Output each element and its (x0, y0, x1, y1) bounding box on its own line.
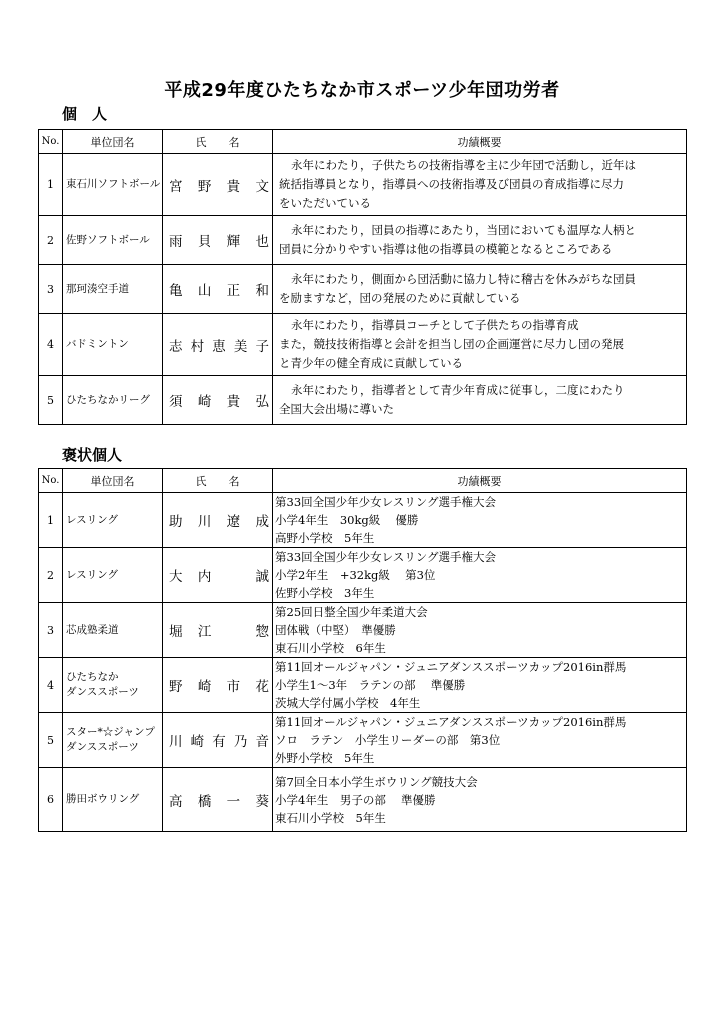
award-line: 小学4年生 30kg級 優勝 (275, 513, 419, 527)
table-header-row (39, 469, 687, 493)
unit-name (63, 548, 163, 603)
award-details (273, 658, 687, 713)
table-row (39, 658, 687, 713)
unit-name-line: ひたちなか (66, 671, 119, 683)
achievement-summary (273, 376, 687, 425)
summary-line: また，競技技術指導と会計を担当し団の企画運営に尽力し団の発展 (279, 337, 624, 351)
row-no: 6 (39, 768, 63, 832)
summary-line: をいただいている (279, 196, 371, 210)
summary-line: 永年にわたり，団員の指導にあたり，当団においても温厚な人柄と (291, 223, 636, 237)
award-details (273, 548, 687, 603)
person-name: 高橋一葵 (163, 768, 273, 832)
summary-line: 団員に分かりやすい指導は他の指導員の模範となるところである (279, 242, 613, 256)
summary-line: 永年にわたり，側面から団活動に協力し特に稽古を休みがちな団員 (291, 272, 636, 286)
award-details (273, 713, 687, 768)
unit-name-line: 勝田ボウリング (66, 793, 140, 805)
header-name: 氏 名 (163, 130, 273, 154)
unit-name-line: スター*☆ジャンプ (66, 726, 156, 738)
award-line: 東石川小学校 5年生 (275, 810, 386, 825)
summary-line: 全国大会出場に導いた (279, 402, 394, 416)
table-row (39, 603, 687, 658)
table-row (39, 265, 687, 314)
header-summary: 功績概要 (273, 130, 687, 154)
achievement-summary (273, 314, 687, 376)
achievement-summary (273, 265, 687, 314)
table-row (39, 713, 687, 768)
award-details (273, 493, 687, 548)
unit-name (63, 493, 163, 548)
award-line: 小学4年生 男子の部 準優勝 (275, 792, 436, 807)
table-row (39, 376, 687, 425)
award-line: ソロ ラテン 小学生リーダーの部 第3位 (275, 733, 501, 747)
row-no: 3 (39, 603, 63, 658)
row-no: 1 (39, 493, 63, 548)
header-no: No. (39, 130, 63, 154)
table-header-row (39, 130, 687, 154)
award-line: 団体戦（中堅） 準優勝 (275, 623, 396, 637)
award-line: 東石川小学校 6年生 (275, 641, 386, 655)
person-name: 川崎有乃音 (163, 713, 273, 768)
header-no: No. (39, 469, 63, 493)
award-line: 高野小学校 5年生 (275, 531, 375, 545)
page-title: 平成29年度ひたちなか市スポーツ少年団功労者 (164, 80, 560, 101)
summary-line: 永年にわたり，指導員コーチとして子供たちの指導育成 (291, 318, 579, 332)
person-name: 須崎貴弘 (163, 376, 273, 425)
header-unit: 単位団名 (63, 130, 163, 154)
unit-name-line: ダンススポーツ (66, 741, 139, 753)
table-row (39, 216, 687, 265)
summary-line: と青少年の健全育成に貢献している (279, 356, 463, 370)
table-row (39, 493, 687, 548)
person-name: 助川遼成 (163, 493, 273, 548)
summary-line: 永年にわたり，子供たちの技術指導を主に少年団で活動し，近年は (291, 158, 636, 172)
award-line: 茨城大学付属小学校 4年生 (275, 696, 421, 710)
award-details (273, 768, 687, 832)
table-row (39, 314, 687, 376)
award-line: 第11回オールジャパン・ジュニアダンススポーツカップ2016in群馬 (275, 715, 627, 729)
person-name: 宮野貴文 (163, 154, 273, 216)
row-no: 1 (39, 154, 63, 216)
row-no: 3 (39, 265, 63, 314)
section-title-individual: 個 人 (62, 105, 108, 123)
unit-name-line: レスリング (66, 513, 118, 526)
award-line: 第25回日整全国少年柔道大会 (275, 605, 428, 619)
award-line: 第33回全国少年少女レスリング選手権大会 (275, 550, 497, 564)
header-name: 氏 名 (163, 469, 273, 493)
row-no: 5 (39, 376, 63, 425)
person-name: 大内 誠 (163, 548, 273, 603)
achievement-summary (273, 154, 687, 216)
award-line: 第7回全日本小学生ボウリング競技大会 (275, 774, 478, 789)
commendation-table (38, 468, 687, 832)
award-line: 小学生1～3年 ラテンの部 準優勝 (275, 678, 466, 692)
row-no: 5 (39, 713, 63, 768)
unit-name (63, 768, 163, 832)
unit-name (63, 603, 163, 658)
row-no: 4 (39, 658, 63, 713)
award-details (273, 603, 687, 658)
person-name: 堀江 惣 (163, 603, 273, 658)
table-row (39, 154, 687, 216)
row-no: 2 (39, 548, 63, 603)
unit-name: 那珂湊空手道 (63, 265, 163, 314)
unit-name-line: レスリング (66, 568, 118, 581)
unit-name (63, 713, 163, 768)
summary-line: 統括指導員となり，指導員への技術指導及び団員の育成指導に尽力 (279, 177, 624, 191)
achievement-summary (273, 216, 687, 265)
header-unit: 単位団名 (63, 469, 163, 493)
award-line: 佐野小学校 3年生 (275, 586, 375, 600)
summary-line: 永年にわたり，指導者として青少年育成に従事し，二度にわたり (291, 383, 625, 397)
table-row (39, 768, 687, 832)
unit-name: 東石川ソフトボール (63, 154, 163, 216)
person-name: 志村恵美子 (163, 314, 273, 376)
person-name: 野崎市花 (163, 658, 273, 713)
person-name: 亀山正和 (163, 265, 273, 314)
section-title-commendation: 褒状個人 (62, 446, 123, 464)
award-line: 第11回オールジャパン・ジュニアダンススポーツカップ2016in群馬 (275, 660, 627, 674)
row-no: 2 (39, 216, 63, 265)
award-line: 第33回全国少年少女レスリング選手権大会 (275, 495, 497, 509)
award-line: 外野小学校 5年生 (275, 751, 375, 765)
unit-name: ひたちなかリーグ (63, 376, 163, 425)
unit-name-line: ダンススポーツ (66, 686, 139, 698)
summary-line: を励ますなど，団の発展のために貢献している (279, 291, 521, 305)
unit-name: 佐野ソフトボール (63, 216, 163, 265)
person-name: 雨貝輝也 (163, 216, 273, 265)
unit-name: バドミントン (63, 314, 163, 376)
award-line: 小学2年生 +32kg級 第3位 (275, 568, 436, 582)
table-row (39, 548, 687, 603)
unit-name (63, 658, 163, 713)
row-no: 4 (39, 314, 63, 376)
individual-table (38, 129, 687, 425)
unit-name-line: 芯成塾柔道 (66, 623, 119, 636)
header-summary: 功績概要 (273, 469, 687, 493)
